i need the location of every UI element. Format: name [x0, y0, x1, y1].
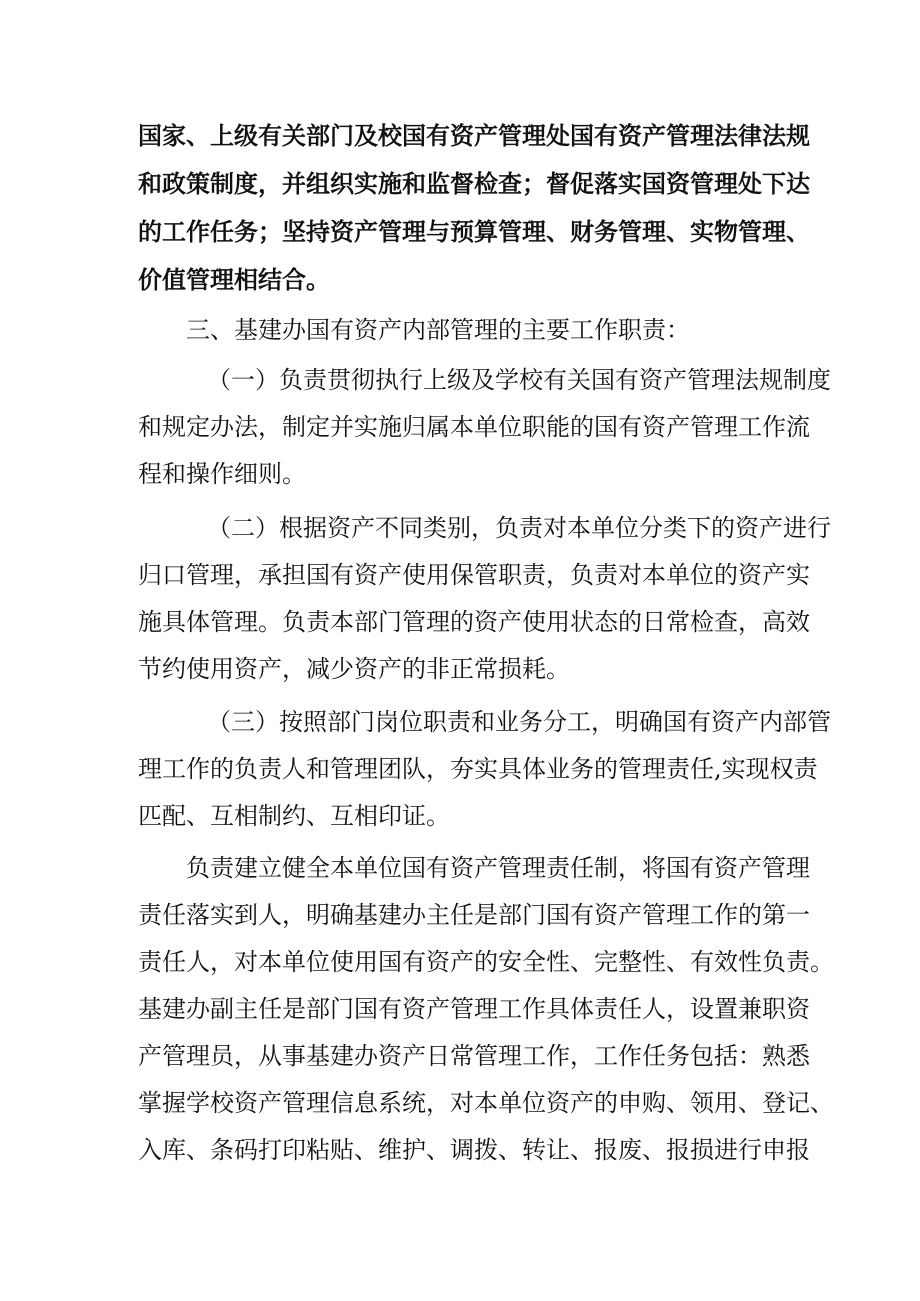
paragraph-line: 国家、上级有关部门及校国有资产管理处国有资产管理法律法规	[138, 122, 810, 150]
paragraph-line: 产管理员，从事基建办资产日常管理工作，工作任务包括：熟悉	[138, 1042, 810, 1070]
paragraph-line: 和政策制度，并组织实施和监督检查；督促落实国资管理处下达	[138, 170, 810, 198]
paragraph-line: 理工作的负责人和管理团队，夯实具体业务的管理责任,实现权责	[138, 755, 818, 783]
paragraph-line: 入库、条码打印粘贴、维护、调拨、转让、报废、报损进行申报	[138, 1136, 810, 1164]
paragraph-line: 归口管理，承担国有资产使用保管职责，负责对本单位的资产实	[138, 561, 810, 589]
paragraph-line: 掌握学校资产管理信息系统，对本单位资产的申购、领用、登记、	[138, 1089, 834, 1117]
paragraph-line: 责任人，对本单位使用国有资产的安全性、完整性、有效性负责。	[138, 948, 834, 976]
section-heading: 三、基建办国有资产内部管理的主要工作职责：	[186, 316, 690, 344]
paragraph-line: 的工作任务；坚持资产管理与预算管理、财务管理、实物管理、	[138, 218, 810, 246]
paragraph-line: 和规定办法，制定并实施归属本单位职能的国有资产管理工作流	[138, 413, 810, 441]
paragraph-line: 价值管理相结合。	[138, 266, 330, 294]
paragraph-line: 负责建立健全本单位国有资产管理责任制，将国有资产管理	[186, 854, 810, 882]
paragraph-line: 基建办副主任是部门国有资产管理工作具体责任人，设置兼职资	[138, 995, 810, 1023]
paragraph-line: 施具体管理。负责本部门管理的资产使用状态的日常检查，高效	[138, 608, 810, 636]
paragraph-line: （一）负责贯彻执行上级及学校有关国有资产管理法规制度	[207, 366, 831, 394]
paragraph-line: 匹配、互相制约、互相印证。	[138, 802, 450, 830]
paragraph-line: （二）根据资产不同类别，负责对本单位分类下的资产进行	[207, 514, 831, 542]
paragraph-line: 程和操作细则。	[138, 460, 306, 488]
paragraph-line: 节约使用资产，减少资产的非正常损耗。	[138, 655, 570, 683]
paragraph-line: 责任落实到人，明确基建办主任是部门国有资产管理工作的第一	[138, 901, 810, 929]
paragraph-line: （三）按照部门岗位职责和业务分工，明确国有资产内部管	[207, 708, 831, 736]
